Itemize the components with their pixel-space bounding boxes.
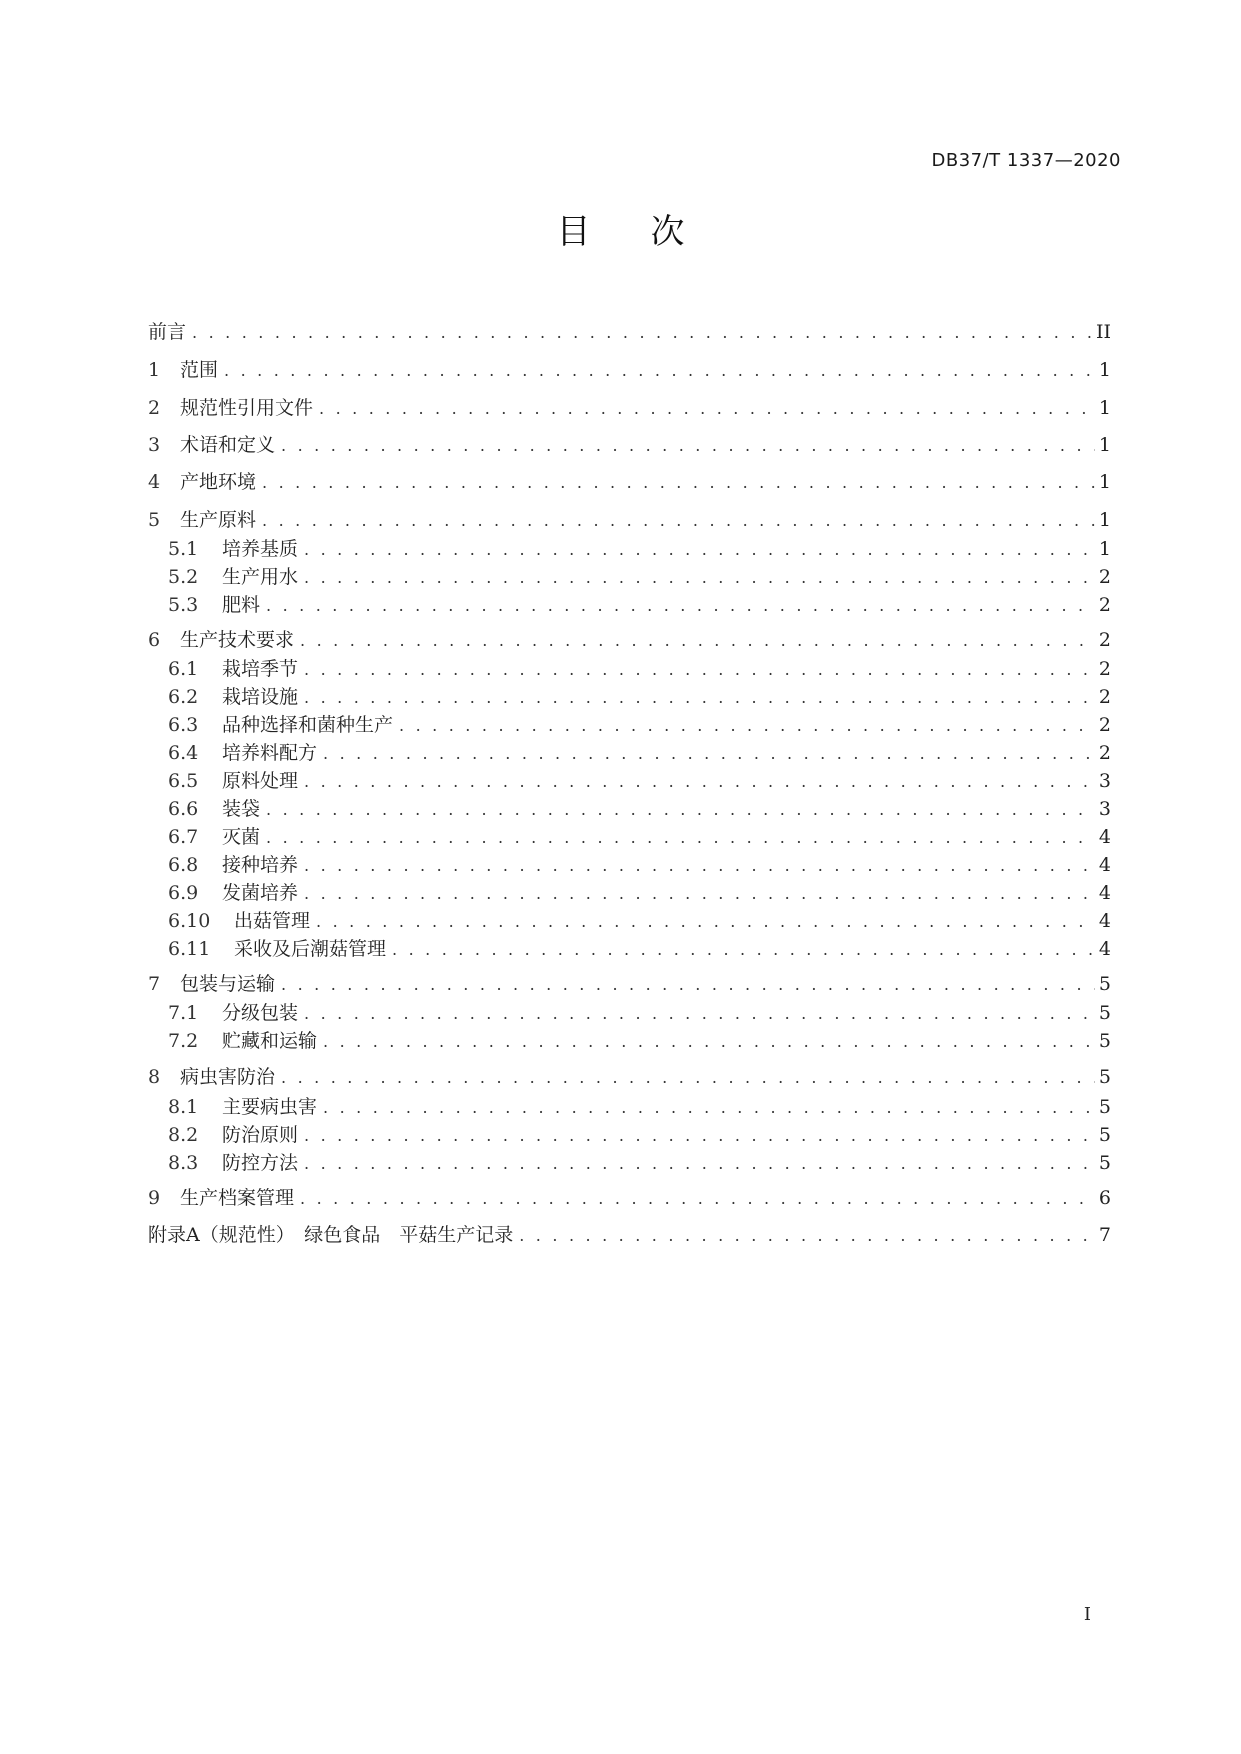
toc-dot-leader [304, 536, 1095, 564]
toc-entry-page: 4 [1098, 910, 1111, 932]
toc-entry-number: 6.9 [168, 882, 199, 904]
toc-dot-leader [266, 796, 1095, 824]
toc-entry-page: 5 [1098, 1030, 1111, 1052]
toc-entry[interactable] [148, 506, 1111, 534]
toc-entry-page: 4 [1098, 882, 1111, 904]
toc-entry[interactable] [168, 935, 1111, 963]
toc-entry-label: 肥料 [222, 594, 261, 616]
toc-entry-page: 5 [1098, 1002, 1111, 1024]
toc-entry-label: 灭菌 [222, 826, 261, 848]
toc-dot-leader [304, 656, 1095, 684]
toc-entry-label: 生产原料 [180, 509, 257, 531]
toc-dot-leader [323, 1094, 1095, 1122]
toc-entry-label: 防控方法 [222, 1152, 299, 1174]
toc-entry[interactable] [168, 795, 1111, 823]
document-standard-number: DB37/T 1337—2020 [931, 150, 1121, 171]
toc-dot-leader [262, 507, 1095, 535]
toc-entry-label: 出菇管理 [234, 910, 311, 932]
toc-dot-leader [266, 592, 1095, 620]
toc-entry-page: 4 [1098, 826, 1111, 848]
toc-entry-number: 2 [148, 397, 161, 419]
toc-entry-label: 规范性引用文件 [180, 397, 314, 419]
toc-dot-leader [323, 740, 1095, 768]
toc-entry-label: 发菌培养 [222, 882, 299, 904]
toc-entry-number: 5.2 [168, 566, 199, 588]
toc-entry-number: 6.7 [168, 826, 199, 848]
toc-entry-number: 5.3 [168, 594, 199, 616]
toc-dot-leader [399, 712, 1095, 740]
toc-entry-label: 防治原则 [222, 1124, 299, 1146]
toc-dot-leader [304, 880, 1095, 908]
toc-entry-page: 2 [1098, 714, 1111, 736]
toc-entry-number: 8.1 [168, 1096, 199, 1118]
toc-entry[interactable] [148, 1221, 1111, 1249]
toc-entry-number: 5 [148, 509, 161, 531]
toc-entry[interactable] [168, 563, 1111, 591]
toc-entry-number: 1 [148, 359, 161, 381]
toc-entry-label: 附录A（规范性） 绿色食品 平菇生产记录 [148, 1224, 514, 1246]
toc-entry-number: 8.2 [168, 1124, 199, 1146]
toc-dot-leader [281, 1064, 1095, 1092]
toc-entry-page: 5 [1098, 1152, 1111, 1174]
toc-entry-page: 5 [1098, 1066, 1111, 1088]
toc-entry-number: 7.2 [168, 1030, 199, 1052]
toc-entry[interactable] [168, 711, 1111, 739]
toc-entry[interactable] [168, 683, 1111, 711]
toc-dot-leader [300, 1185, 1095, 1213]
toc-entry-number: 6.2 [168, 686, 199, 708]
toc-entry[interactable] [168, 1149, 1111, 1177]
toc-entry-number: 4 [148, 471, 161, 493]
toc-entry-number: 8.3 [168, 1152, 199, 1174]
toc-entry-label: 生产档案管理 [180, 1187, 295, 1209]
toc-entry-label: 装袋 [222, 798, 261, 820]
toc-entry-page: 5 [1098, 1124, 1111, 1146]
toc-dot-leader [304, 1150, 1095, 1178]
toc-entry-number: 6 [148, 629, 161, 651]
toc-entry-label: 原料处理 [222, 770, 299, 792]
toc-entry-page: 5 [1098, 1096, 1111, 1118]
toc-entry[interactable] [168, 907, 1111, 935]
toc-entry-number: 7.1 [168, 1002, 199, 1024]
toc-dot-leader [316, 908, 1095, 936]
toc-dot-leader [304, 768, 1095, 796]
toc-entry[interactable] [168, 591, 1111, 619]
toc-entry-page: 1 [1098, 471, 1111, 493]
toc-entry-label: 主要病虫害 [222, 1096, 318, 1118]
toc-entry-label: 术语和定义 [180, 434, 276, 456]
toc-entry-page: 1 [1098, 509, 1111, 531]
toc-entry-number: 6.8 [168, 854, 199, 876]
toc-dot-leader [392, 936, 1095, 964]
toc-entry-page: 1 [1098, 397, 1111, 419]
toc-entry-number: 6.5 [168, 770, 199, 792]
toc-entry-number: 5.1 [168, 538, 199, 560]
toc-entry-number: 6.4 [168, 742, 199, 764]
page-number: I [1083, 1604, 1091, 1625]
toc-entry-label: 包装与运输 [180, 973, 276, 995]
toc-entry-page: 4 [1098, 938, 1111, 960]
toc-entry[interactable] [148, 970, 1111, 998]
toc-entry-label: 贮藏和运输 [222, 1030, 318, 1052]
toc-entry-label: 采收及后潮菇管理 [234, 938, 387, 960]
toc-dot-leader [304, 852, 1095, 880]
toc-entry-label: 栽培季节 [222, 658, 299, 680]
toc-dot-leader [304, 1122, 1095, 1150]
toc-entry-page: 2 [1098, 742, 1111, 764]
toc-entry-number: 9 [148, 1187, 161, 1209]
toc-entry[interactable] [148, 394, 1111, 422]
toc-entry[interactable] [148, 626, 1111, 654]
toc-dot-leader [262, 469, 1095, 497]
toc-entry[interactable] [168, 851, 1111, 879]
toc-entry-page: II [1095, 321, 1111, 343]
toc-entry[interactable] [168, 1121, 1111, 1149]
toc-entry[interactable] [148, 356, 1111, 384]
toc-dot-leader [300, 627, 1095, 655]
toc-dot-leader [281, 971, 1095, 999]
toc-entry-label: 培养基质 [222, 538, 299, 560]
toc-entry[interactable] [148, 431, 1111, 459]
toc-dot-leader [281, 432, 1095, 460]
toc-entry[interactable] [168, 535, 1111, 563]
toc-dot-leader [304, 1000, 1095, 1028]
toc-entry-number: 6.6 [168, 798, 199, 820]
toc-entry-page: 7 [1098, 1224, 1111, 1246]
toc-entry-page: 1 [1098, 359, 1111, 381]
toc-entry-page: 2 [1098, 686, 1111, 708]
toc-dot-leader [519, 1222, 1095, 1250]
toc-entry-label: 栽培设施 [222, 686, 299, 708]
toc-entry-number: 7 [148, 973, 161, 995]
page-title: 目次 [556, 212, 745, 252]
toc-entry-label: 培养料配方 [222, 742, 318, 764]
toc-entry-page: 3 [1098, 798, 1111, 820]
toc-entry-label: 接种培养 [222, 854, 299, 876]
toc-entry-number: 6.3 [168, 714, 199, 736]
toc-entry-page: 2 [1098, 658, 1111, 680]
toc-entry-page: 6 [1098, 1187, 1111, 1209]
toc-dot-leader [304, 684, 1095, 712]
toc-entry-label: 产地环境 [180, 471, 257, 493]
toc-entry-label: 病虫害防治 [180, 1066, 276, 1088]
toc-entry-number: 3 [148, 434, 161, 456]
toc-entry-page: 3 [1098, 770, 1111, 792]
toc-entry[interactable] [168, 739, 1111, 767]
toc-entry-label: 前言 [148, 321, 187, 343]
toc-entry[interactable] [168, 655, 1111, 683]
toc-entry-label: 品种选择和菌种生产 [222, 714, 394, 736]
toc-dot-leader [319, 395, 1095, 423]
toc-entry[interactable] [148, 1063, 1111, 1091]
toc-entry-page: 1 [1098, 538, 1111, 560]
toc-entry[interactable] [168, 1093, 1111, 1121]
toc-entry-label: 范围 [180, 359, 219, 381]
toc-entry-page: 2 [1098, 594, 1111, 616]
toc-entry[interactable] [168, 1027, 1111, 1055]
toc-entry-label: 分级包装 [222, 1002, 299, 1024]
toc-entry-page: 2 [1098, 629, 1111, 651]
toc-dot-leader [323, 1028, 1095, 1056]
toc-entry[interactable] [168, 999, 1111, 1027]
toc-entry[interactable] [148, 318, 1111, 346]
toc-entry[interactable] [168, 767, 1111, 795]
toc-entry[interactable] [148, 468, 1111, 496]
toc-entry-number: 8 [148, 1066, 161, 1088]
toc-entry-page: 1 [1098, 434, 1111, 456]
toc-entry-label: 生产技术要求 [180, 629, 295, 651]
toc-entry[interactable] [148, 1184, 1111, 1212]
toc-entry-page: 5 [1098, 973, 1111, 995]
toc-dot-leader [266, 824, 1095, 852]
toc-entry-label: 生产用水 [222, 566, 299, 588]
toc-entry-page: 4 [1098, 854, 1111, 876]
toc-entry-number: 6.11 [168, 938, 211, 960]
toc-entry[interactable] [168, 879, 1111, 907]
toc-entry-page: 2 [1098, 566, 1111, 588]
toc-dot-leader [192, 319, 1092, 347]
toc-entry[interactable] [168, 823, 1111, 851]
toc-entry-number: 6.10 [168, 910, 211, 932]
toc-dot-leader [304, 564, 1095, 592]
toc-entry-number: 6.1 [168, 658, 199, 680]
toc-dot-leader [224, 357, 1095, 385]
